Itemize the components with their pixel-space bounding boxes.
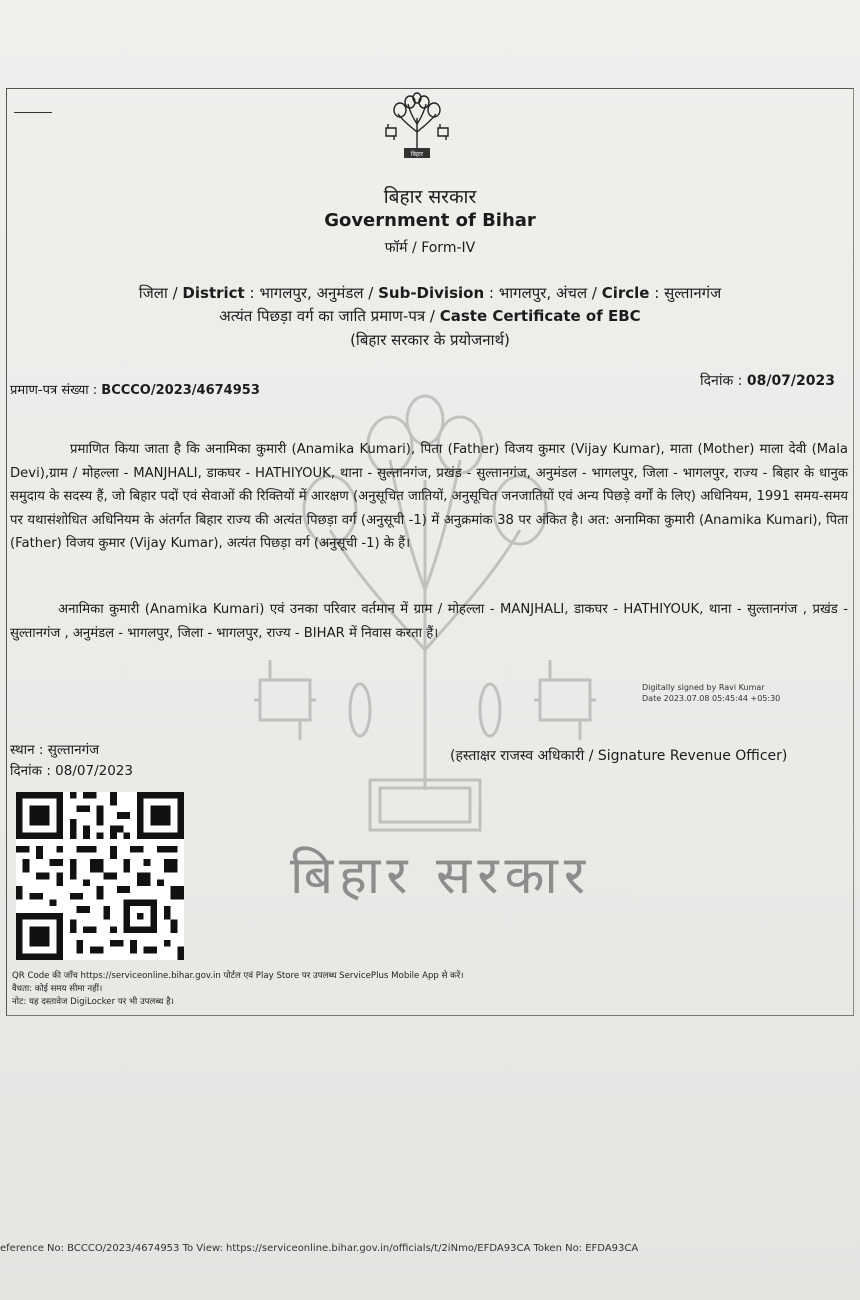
qr-code-icon[interactable] — [16, 792, 184, 960]
bihar-emblem-icon — [380, 92, 454, 164]
district-line: जिला / District : भागलपुर, अनुमंडल / Sub-Division : भागलपुर, अंचल / Circle : सुल्तानगंज — [138, 284, 722, 302]
reference-footer: eference No: BCCCO/2023/4674953 To View: https://serviceonline.bihar.gov.in/officials/t/2iNmo/EFDA93CA Token No: EFDA93CA — [0, 1243, 639, 1254]
government-hindi: बिहार सरकार — [383, 186, 477, 208]
certificate-body-paragraph: प्रमाणित किया जाता है कि अनामिका कुमारी (Anamika Kumari), पिता (Father) विजय कुमार (Vijay Kumar), माता (Mother) माला देवी (Mala Devi),ग्राम / मोहल्ला - MANJHALI, डाकघर - HATHIYOUK, थाना - सुल्तानगंज, प्रखंड - सुल्तानगंज, अनुमंडल - भागलपुर, जिला - भागलपुर, राज्य - बिहार के धानुक समुदाय के सदस्य हैं, जो बिहार पदों एवं सेवाओं की रिक्तियों में आरक्षण (अनुसूचित जातियों, अनुसूचित जनजातियों एवं अन्य पिछड़े वर्गों के लिए) अधिनियम, 1991 समय-समय पर यथासंशोधित अधिनियम के अंतर्गत बिहार राज्य की अत्यंत पिछड़ा वर्ग (अनुसूची -1) में अनुक्रमांक 38 पर अंकित है। अत: अनामिका कुमारी (Anamika Kumari), पिता (Father) विजय कुमार (Vijay Kumar), अत्यंत पिछड़ा वर्ग (अनुसूची -1) के हैं। — [10, 442, 848, 551]
digital-signature: Digitally signed by Ravi Kumar Date 2023.07.08 05:45:44 +05:30 — [642, 683, 781, 703]
signature-label: (हस्ताक्षर राजस्व अधिकारी / Signature Revenue Officer) — [450, 748, 788, 764]
digilocker-note: नोट: यह दस्तावेज DigiLocker पर भी उपलब्ध है। — [12, 997, 174, 1007]
form-number: फॉर्म / Form-IV — [384, 240, 476, 256]
corner-mark — [14, 112, 52, 113]
signed-date: दिनांक : 08/07/2023 — [10, 763, 133, 779]
government-english: Government of Bihar — [324, 210, 536, 231]
residence-paragraph: अनामिका कुमारी (Anamika Kumari) एवं उनका परिवार वर्तमान में ग्राम / मोहल्ला - MANJHALI, डाकघर - HATHIYOUK, थाना - सुल्तानगंज , प्रखंड - सुल्तानगंज , अनुमंडल - भागलपुर, जिला - भागलपुर, राज्य - BIHAR में निवास करता हैं। — [10, 602, 848, 641]
certificate-purpose: (बिहार सरकार के प्रयोजनार्थ) — [350, 331, 510, 349]
svg-text:बिहार: बिहार — [410, 151, 424, 158]
certificate-title: अत्यंत पिछड़ा वर्ग का जाति प्रमाण-पत्र / Caste Certificate of EBC — [219, 307, 641, 325]
certificate-number: प्रमाण-पत्र संख्या : BCCCO/2023/4674953 — [10, 383, 260, 398]
issue-date: दिनांक : 08/07/2023 — [700, 373, 835, 389]
watermark-text: बिहार सरकार — [290, 846, 592, 906]
validity-note: वैधता: कोई समय सीमा नहीं। — [12, 984, 103, 994]
place-date-block — [10, 740, 133, 782]
footer-notes — [12, 970, 464, 1009]
qr-note: QR Code की जाँच https://serviceonline.bihar.gov.in पोर्टल एवं Play Store पर उपलब्ध ServicePlus Mobile App से करें। — [12, 971, 464, 981]
place: स्थान : सुल्तानगंज — [10, 742, 100, 758]
